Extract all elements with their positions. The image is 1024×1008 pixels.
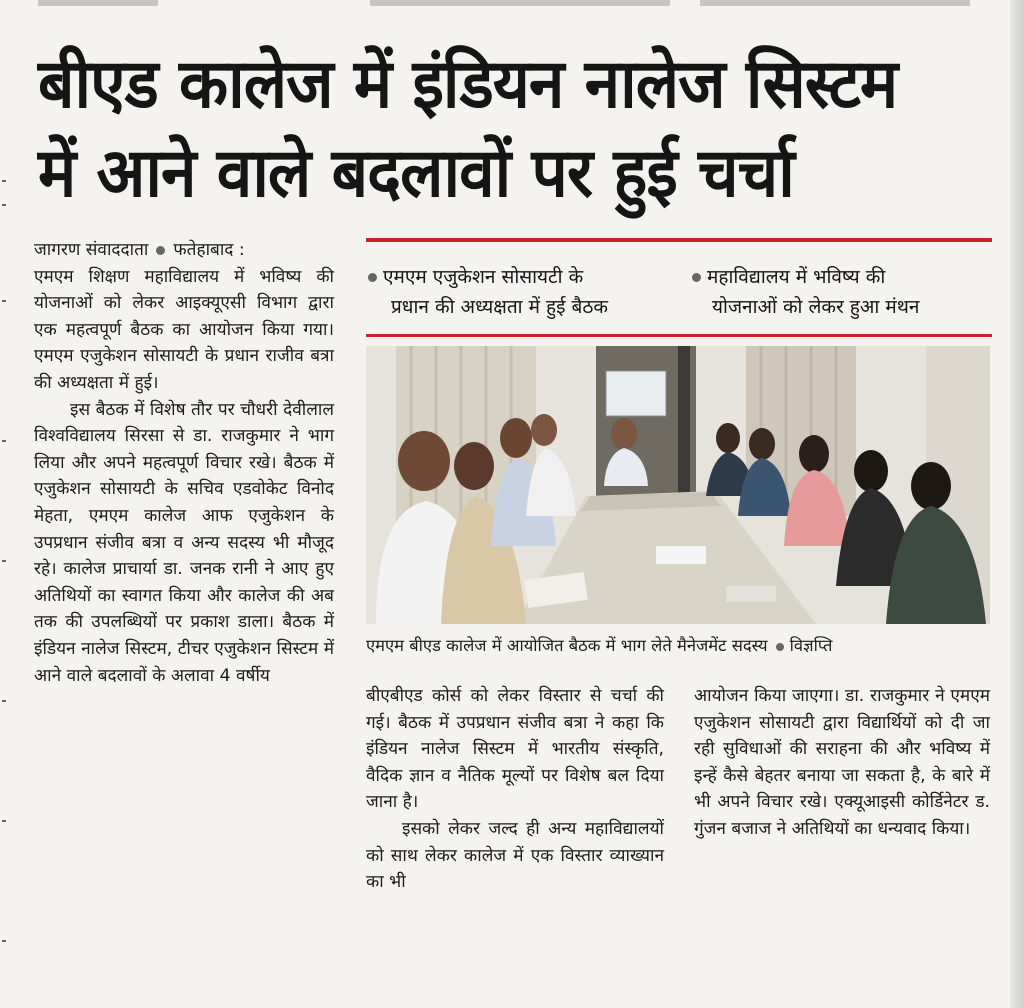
meeting-photo-illustration bbox=[366, 346, 990, 624]
highlight-2-line-1: महाविद्यालय में भविष्य की bbox=[707, 266, 886, 288]
headline-line-2: में आने वाले बदलावों पर हुई चर्चा bbox=[38, 134, 794, 213]
bullet-dot-icon bbox=[368, 273, 377, 282]
column-2-paragraph-1: बीएबीएड कोर्स को लेकर विस्तार से चर्चा की गई। बैठक में उपप्रधान संजीव बत्रा ने कहा कि इंडियन नालेज सिस्टम में भारतीय संस्कृति, वैदिक ज्ञान व नैतिक मूल्यों पर विशेष बल दिया जाना है। bbox=[366, 686, 664, 813]
article-column-2 bbox=[366, 683, 664, 896]
column-1-paragraph-1: एमएम शिक्षण महाविद्यालय में भविष्य की योजनाओं को लेकर आइक्यूएसी विभाग द्वारा एक महत्वपूर्ण बैठक का आयोजन किया गया। एमएम एजुकेशन सोसायटी के प्रधान राजीव बत्रा की अध्यक्षता में हुई। bbox=[34, 266, 334, 393]
byline-place: फतेहाबाद : bbox=[173, 240, 245, 260]
byline bbox=[34, 237, 334, 264]
highlight-1-line-2: प्रधान की अध्यक्षता में हुई बैठक bbox=[391, 296, 608, 318]
highlight-1 bbox=[368, 262, 668, 322]
bullet-dot-icon bbox=[156, 246, 165, 255]
caption-credit: विज्ञप्ति bbox=[789, 636, 833, 655]
headline bbox=[38, 40, 998, 218]
article-column-1 bbox=[34, 237, 334, 689]
gutter-marks bbox=[0, 180, 8, 980]
caption-text: एमएम बीएड कालेज में आयोजित बैठक में भाग लेते मैनेजमेंट सदस्य bbox=[366, 636, 768, 655]
column-2-paragraph-2: इसको लेकर जल्द ही अन्य महाविद्यालयों को साथ लेकर कालेज में एक विस्तार व्याख्यान का भी bbox=[366, 818, 664, 893]
photo-caption bbox=[366, 634, 996, 658]
column-3-paragraph-1: आयोजन किया जाएगा। डा. राजकुमार ने एमएम एजुकेशन सोसायटी द्वारा विद्यार्थियों को दी जा रही सुविधाओं की सराहना की और भविष्य में इन्हें कैसे बेहतर बनाया जा सकता है, के बारे में भी अपने विचार रखे। एक्यूआइसी कोर्डिनेटर ड. गुंजन बजाज ने अतिथियों का धन्यवाद किया। bbox=[694, 686, 990, 839]
headline-line-1: बीएड कालेज में इंडियन नालेज सिस्टम bbox=[38, 45, 898, 124]
bottom-red-rule bbox=[366, 334, 992, 337]
column-1-paragraph-2: इस बैठक में विशेष तौर पर चौधरी देवीलाल विश्वविद्यालय सिरसा से डा. राजकुमार ने भाग लिया और अपने महत्वपूर्ण विचार रखे। बैठक में एजुकेशन सोसायटी के सचिव एडवोकेट विनोद मेहता, एमएम कालेज आफ एजुकेशन के उपप्रधान संजीव बत्रा व अन्य सदस्य भी मौजूद रहे। कालेज प्राचार्या डा. जनक रानी ने आए हुए अतिथियों का स्वागत किया और कालेज की अब तक की उपलब्धियों पर प्रकाश डाला। बैठक में इंडियन नालेज सिस्टम, टीचर एजुकेशन सिस्टम में आने वाले बदलावों के अलावा 4 वर्षीय bbox=[34, 399, 334, 686]
previous-article-strip bbox=[0, 0, 1010, 14]
page-edge bbox=[1010, 0, 1024, 1008]
highlight-2 bbox=[692, 262, 992, 322]
bullet-dot-icon bbox=[776, 643, 784, 651]
highlight-2-line-2: योजनाओं को लेकर हुआ मंथन bbox=[712, 296, 920, 318]
highlight-1-line-1: एमएम एजुकेशन सोसायटी के bbox=[383, 266, 584, 288]
meeting-photo bbox=[366, 346, 990, 624]
top-red-rule bbox=[366, 238, 992, 242]
article-column-3 bbox=[694, 683, 990, 843]
byline-reporter: जागरण संवाददाता bbox=[34, 240, 149, 260]
bullet-dot-icon bbox=[692, 273, 701, 282]
